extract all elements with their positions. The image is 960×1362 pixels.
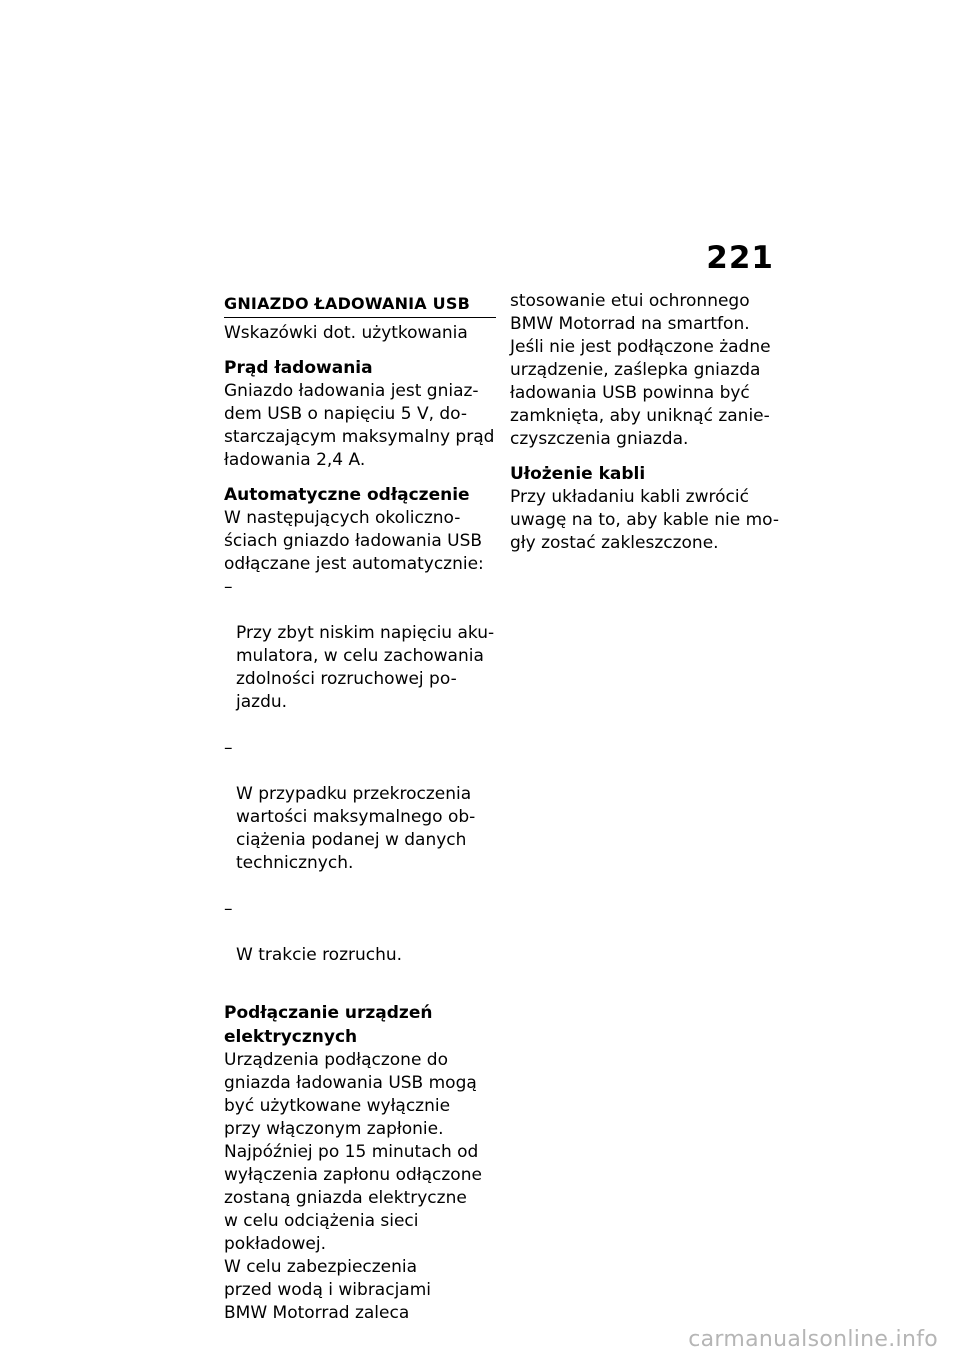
- right-column: [510, 290, 782, 555]
- footer-watermark: carmanualsonline.info: [688, 1327, 938, 1352]
- list-item-text: Przy zbyt niskim napięciu aku- mulatora, w celu zachowania zdolności rozruchowej po- jazdu.: [236, 623, 495, 712]
- auto-disconnect-list: [224, 576, 496, 990]
- list-item: [224, 576, 496, 737]
- heading-charging-current: Prąd ładowania: [224, 358, 373, 378]
- continuation-text: stosowanie etui ochronnego BMW Motorrad na smartfon. Jeśli nie jest podłączone żadne urządzenie, zaślepka gniazda ładowania USB powinna być zamknięta, aby uniknąć zanie- czyszczenia gniazda.: [510, 291, 771, 449]
- list-item-text: W przypadku przekroczenia wartości maksymalnego ob- ciążenia podanej w danych technicznych.: [236, 784, 476, 873]
- list-item: [224, 898, 496, 990]
- heading-auto-disconnect: Automatyczne odłączenie: [224, 485, 470, 505]
- cable-routing-text: Przy układaniu kabli zwrócić uwagę na to, aby kable nie mo- gły zostać zakleszczone.: [510, 487, 780, 553]
- dash-marker: –: [224, 738, 233, 758]
- section-subtitle: Wskazówki dot. użytkowania: [224, 323, 468, 343]
- list-item-text: W trakcie rozruchu.: [236, 945, 403, 965]
- heading-cable-routing: Ułożenie kabli: [510, 464, 646, 484]
- section-title: GNIAZDO ŁADOWANIA USB: [224, 294, 470, 313]
- title-rule: [224, 317, 496, 318]
- connecting-text: Urządzenia podłączone do gniazda ładowania USB mogą być użytkowane wyłącznie przy włączonym zapłonie. Najpóźniej po 15 minutach od wyłączenia zapłonu odłączone zostaną gniazda elektryczne w celu odciążenia sieci pokładowej. W celu zabezpieczenia przed wodą i wibracjami BMW Motorrad zaleca: [224, 1050, 482, 1323]
- dash-marker: –: [224, 577, 233, 597]
- left-column: [224, 292, 496, 1325]
- heading-connecting: Podłączanie urządzeń elektrycznych: [224, 1003, 433, 1047]
- auto-disconnect-intro: W następujących okoliczno- ściach gniazdo ładowania USB odłączane jest automatycznie:: [224, 508, 484, 574]
- page-number: 221: [706, 240, 774, 276]
- charging-current-text: Gniazdo ładowania jest gniaz- dem USB o napięciu 5 V, do- starczającym maksymalny prąd ładowania 2,4 A.: [224, 381, 495, 470]
- dash-marker: –: [224, 899, 233, 919]
- list-item: [224, 737, 496, 898]
